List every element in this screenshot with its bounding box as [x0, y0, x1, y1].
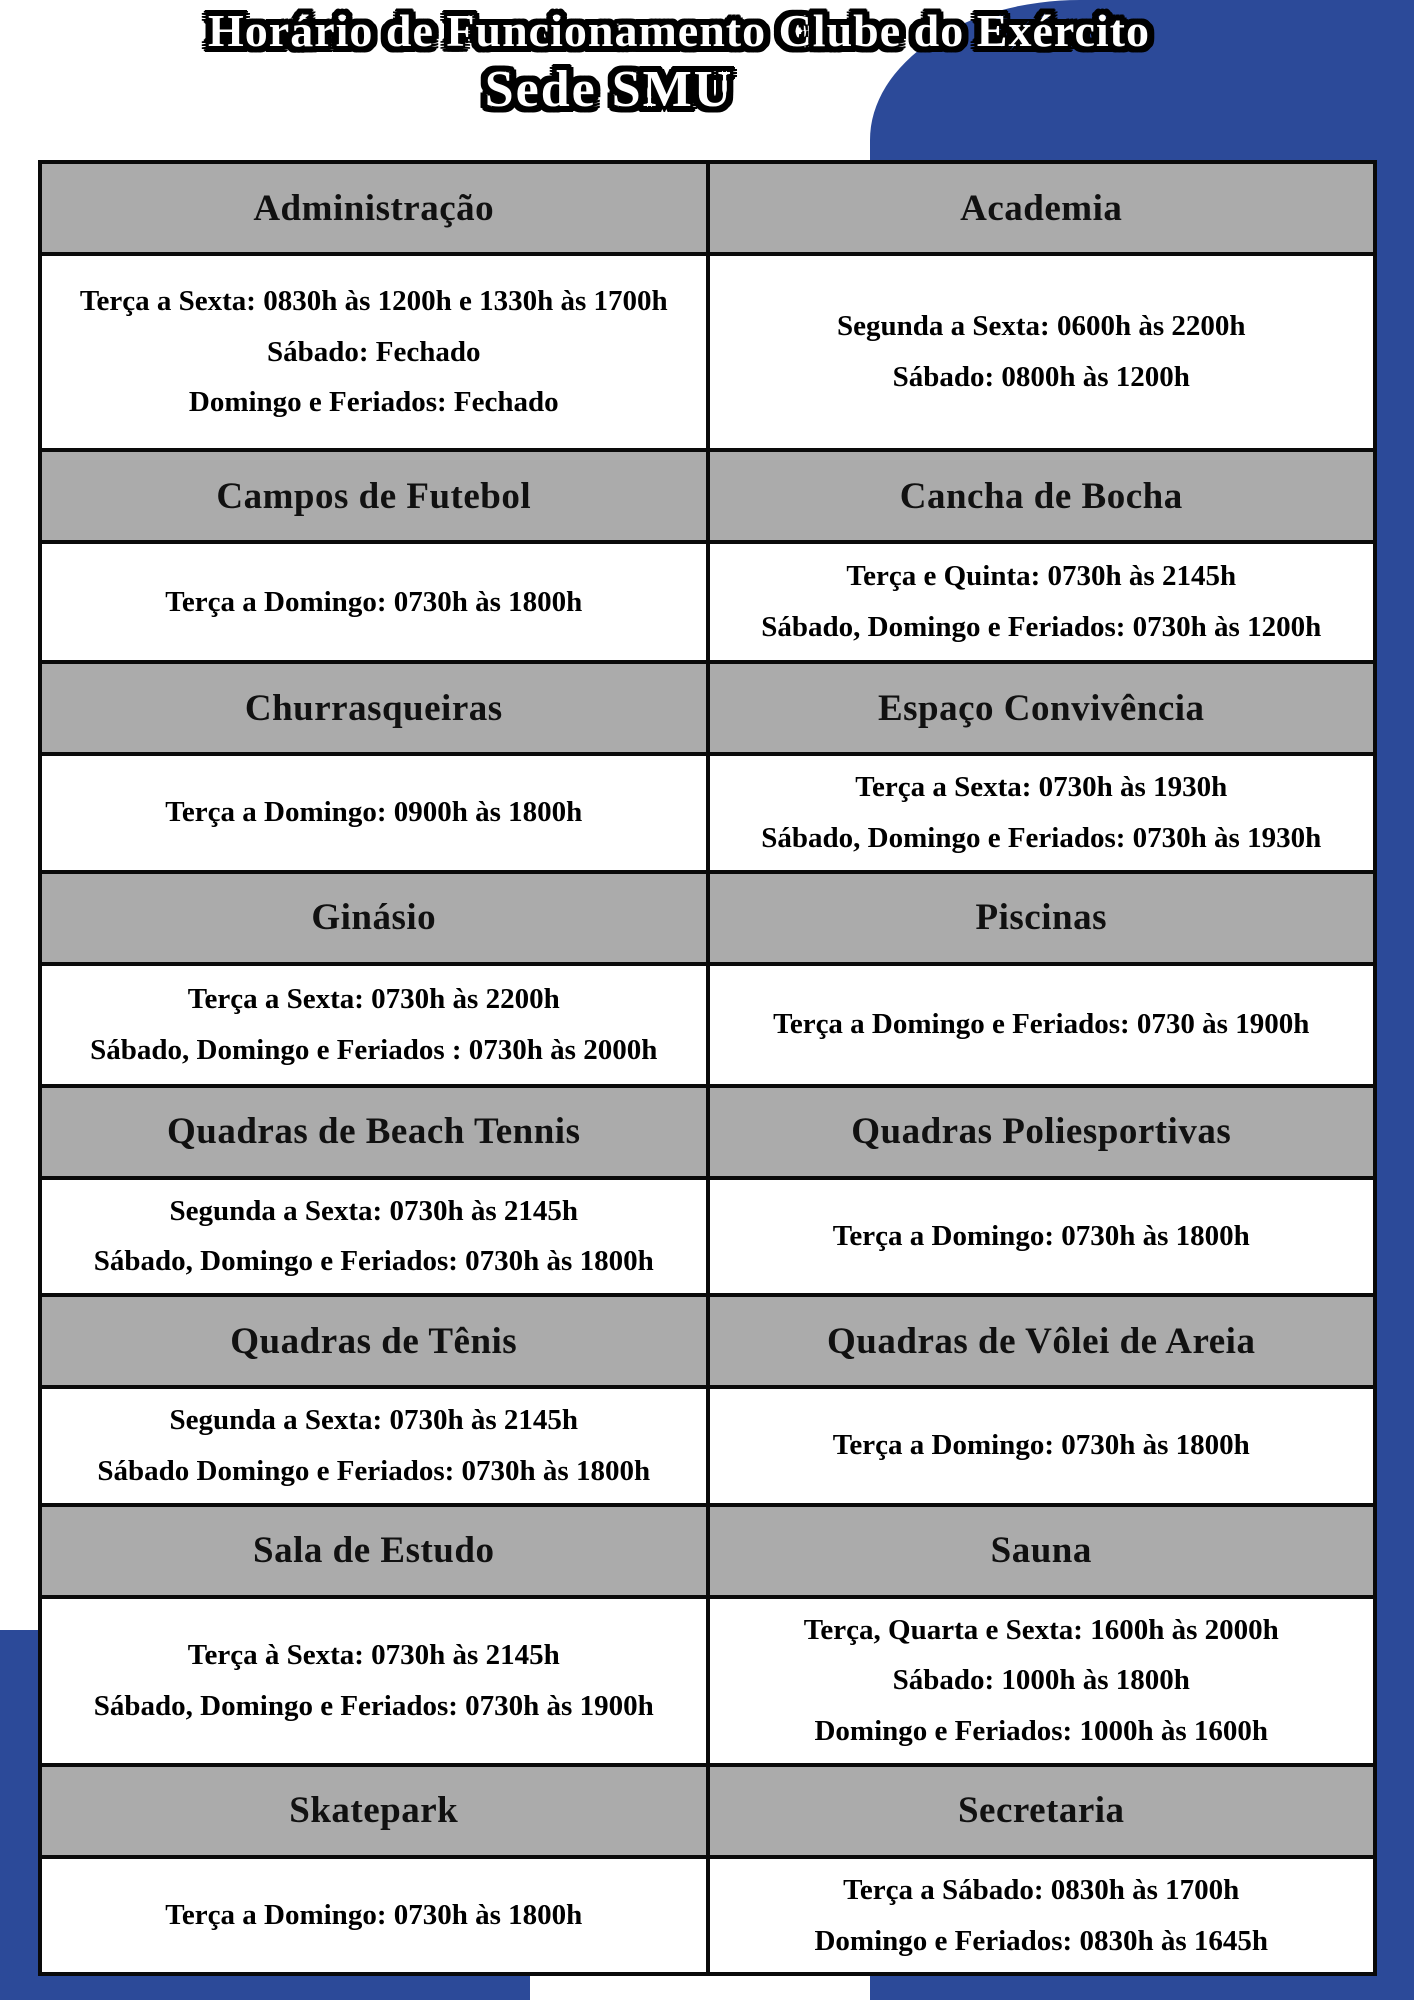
facility-hours-row: [40, 1387, 1375, 1505]
facility-header-row: [40, 1765, 1375, 1857]
hours-line: Sábado: 0800h às 1200h: [892, 361, 1190, 393]
hours-cell-right: [708, 542, 1376, 662]
facility-name-right: Piscinas: [708, 872, 1376, 964]
hours-line: Terça a Domingo: 0730h às 1800h: [832, 1219, 1250, 1252]
page-title: Horário de Funcionamento Clube do Exército: [208, 5, 1150, 56]
facility-name-left: Administração: [40, 162, 708, 254]
hours-line: Domingo e Feriados: 0830h às 1645h: [814, 1924, 1269, 1957]
facility-name-left: Quadras de Tênis: [40, 1295, 708, 1387]
hours-line: Segunda a Sexta: 0730h às 2145h: [169, 1194, 578, 1227]
hours-cell-left: [40, 1387, 708, 1505]
facility-name-left: Quadras de Beach Tennis: [40, 1086, 708, 1178]
page-subtitle: Sede SMU: [484, 60, 734, 118]
hours-line: Segunda a Sexta: 0600h às 2200h: [837, 310, 1246, 343]
facility-name-right: Quadras Poliesportivas: [708, 1086, 1376, 1178]
facility-name-left: Campos de Futebol: [40, 450, 708, 542]
hours-cell-right: [708, 1387, 1376, 1505]
hours-cell-right: [708, 1857, 1376, 1975]
schedule-table: [38, 160, 1377, 1976]
facility-name-right: Quadras de Vôlei de Areia: [708, 1295, 1376, 1387]
facility-hours-row: [40, 542, 1375, 662]
hours-line: Terça à Sexta: 0730h às 2145h: [187, 1638, 560, 1671]
poster-header: [0, 6, 1414, 118]
hours-line: Sábado Domingo e Feriados: 0730h às 1800h: [97, 1454, 651, 1487]
hours-cell-left: [40, 754, 708, 872]
facility-name-left: Ginásio: [40, 872, 708, 964]
hours-cell-right: [708, 254, 1376, 450]
facility-header-row: [40, 1086, 1375, 1178]
hours-line: Domingo e Feriados: 1000h às 1600h: [814, 1715, 1269, 1747]
hours-cell-right: [708, 1178, 1376, 1296]
hours-line: Terça a Domingo: 0730h às 1800h: [165, 585, 583, 618]
facility-name-right: Academia: [708, 162, 1376, 254]
hours-line: Terça a Sexta: 0830h às 1200h e 1330h às 1700h: [79, 284, 668, 317]
hours-line: Sábado, Domingo e Feriados : 0730h às 2000h: [90, 1033, 658, 1066]
facility-hours-row: [40, 1857, 1375, 1975]
facility-name-left: Skatepark: [40, 1765, 708, 1857]
hours-cell-right: [708, 964, 1376, 1086]
hours-line: Terça a Domingo: 0900h às 1800h: [165, 796, 583, 829]
hours-line: Terça, Quarta e Sexta: 1600h às 2000h: [803, 1613, 1279, 1646]
hours-line: Terça a Domingo: 0730h às 1800h: [832, 1429, 1250, 1462]
facility-hours-row: [40, 754, 1375, 872]
hours-cell-right: [708, 1597, 1376, 1765]
hours-line: Sábado: 1000h às 1800h: [892, 1664, 1190, 1697]
hours-line: Terça a Domingo e Feriados: 0730 às 1900h: [773, 1008, 1310, 1041]
hours-cell-left: [40, 542, 708, 662]
hours-cell-left: [40, 254, 708, 450]
facility-name-right: Secretaria: [708, 1765, 1376, 1857]
facility-name-right: Espaço Convivência: [708, 662, 1376, 754]
facility-hours-row: [40, 1178, 1375, 1296]
hours-line: Domingo e Feriados: Fechado: [188, 386, 559, 419]
facility-header-row: [40, 662, 1375, 754]
facility-header-row: [40, 162, 1375, 254]
hours-cell-left: [40, 1857, 708, 1975]
facility-name-right: Sauna: [708, 1505, 1376, 1597]
hours-line: Terça a Sexta: 0730h às 2200h: [187, 982, 560, 1015]
facility-name-right: Cancha de Bocha: [708, 450, 1376, 542]
hours-line: Sábado, Domingo e Feriados: 0730h às 1800h: [93, 1245, 654, 1278]
hours-cell-left: [40, 1178, 708, 1296]
hours-line: Sábado, Domingo e Feriados: 0730h às 1200h: [761, 611, 1322, 643]
facility-header-row: [40, 450, 1375, 542]
hours-cell-left: [40, 1597, 708, 1765]
hours-cell-right: [708, 754, 1376, 872]
hours-cell-left: [40, 964, 708, 1086]
facility-hours-row: [40, 254, 1375, 450]
hours-line: Terça e Quinta: 0730h às 2145h: [846, 560, 1237, 593]
hours-line: Terça a Sábado: 0830h às 1700h: [843, 1873, 1240, 1906]
hours-line: Terça a Domingo: 0730h às 1800h: [165, 1899, 583, 1932]
hours-line: Segunda a Sexta: 0730h às 2145h: [169, 1404, 578, 1436]
hours-line: Sábado, Domingo e Feriados: 0730h às 1900h: [93, 1689, 654, 1722]
facility-name-left: Churrasqueiras: [40, 662, 708, 754]
hours-line: Sábado, Domingo e Feriados: 0730h às 1930h: [761, 821, 1322, 854]
facility-header-row: [40, 872, 1375, 964]
facility-hours-row: [40, 964, 1375, 1086]
facility-header-row: [40, 1505, 1375, 1597]
hours-line: Sábado: Fechado: [266, 335, 481, 368]
facility-hours-row: [40, 1597, 1375, 1765]
hours-line: Terça a Sexta: 0730h às 1930h: [855, 771, 1228, 803]
facility-name-left: Sala de Estudo: [40, 1505, 708, 1597]
facility-header-row: [40, 1295, 1375, 1387]
